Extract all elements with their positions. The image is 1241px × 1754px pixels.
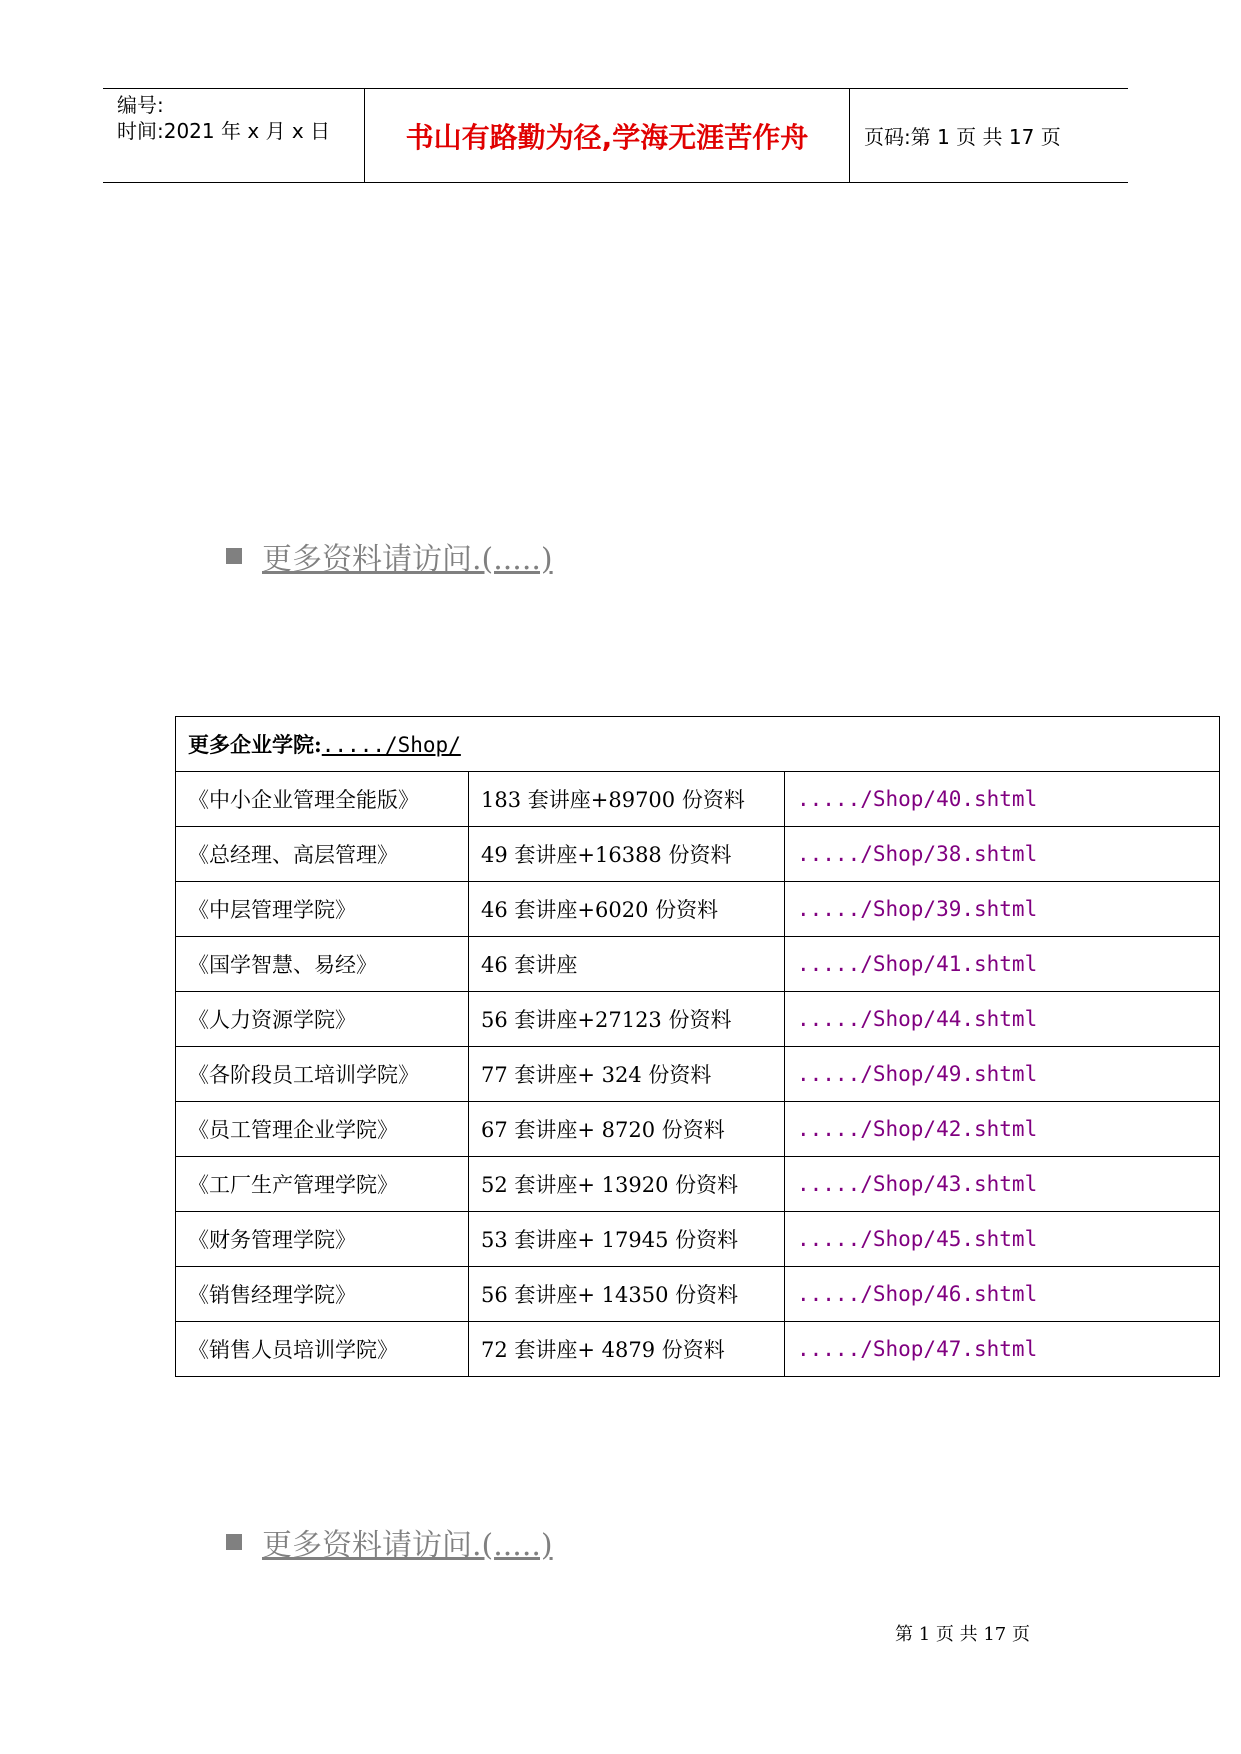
course-desc: 46 套讲座+6020 份资料 <box>469 882 785 937</box>
table-row <box>176 827 1220 882</box>
course-desc: 46 套讲座 <box>469 937 785 992</box>
course-desc: 49 套讲座+16388 份资料 <box>469 827 785 882</box>
bullet-square-icon <box>226 548 242 564</box>
course-link[interactable]: ...../Shop/44.shtml <box>797 1007 1038 1031</box>
course-desc: 56 套讲座+27123 份资料 <box>469 992 785 1047</box>
course-link[interactable]: ...../Shop/40.shtml <box>797 787 1038 811</box>
table-row <box>176 1047 1220 1102</box>
course-desc: 67 套讲座+ 8720 份资料 <box>469 1102 785 1157</box>
document-header <box>103 88 1128 183</box>
motto-text: 书山有路勤为径,学海无涯苦作舟 <box>405 120 809 154</box>
course-link[interactable]: ...../Shop/43.shtml <box>797 1172 1038 1196</box>
page-info: 页码:第 1 页 共 17 页 <box>864 125 1061 149</box>
course-name: 《工厂生产管理学院》 <box>176 1157 469 1212</box>
course-link[interactable]: ...../Shop/39.shtml <box>797 897 1038 921</box>
visit-banner-bottom <box>226 1520 553 1564</box>
course-link-cell <box>785 1047 1220 1102</box>
table-row <box>176 1102 1220 1157</box>
table-title-link[interactable]: ...../Shop/ <box>321 733 461 757</box>
visit-banner-top <box>226 534 553 578</box>
course-desc: 56 套讲座+ 14350 份资料 <box>469 1267 785 1322</box>
bullet-square-icon <box>226 1534 242 1550</box>
page-footer: 第 1 页 共 17 页 <box>895 1624 1030 1645</box>
course-link-cell <box>785 772 1220 827</box>
course-table <box>175 716 1220 1377</box>
course-desc: 77 套讲座+ 324 份资料 <box>469 1047 785 1102</box>
course-link[interactable]: ...../Shop/47.shtml <box>797 1337 1038 1361</box>
course-name: 《销售人员培训学院》 <box>176 1322 469 1377</box>
table-row <box>176 992 1220 1047</box>
course-link-cell <box>785 1157 1220 1212</box>
table-row <box>176 1157 1220 1212</box>
table-row <box>176 1212 1220 1267</box>
course-link[interactable]: ...../Shop/42.shtml <box>797 1117 1038 1141</box>
number-label: 编号: <box>117 93 164 117</box>
course-link[interactable]: ...../Shop/45.shtml <box>797 1227 1038 1251</box>
course-link-cell <box>785 827 1220 882</box>
table-row <box>176 1322 1220 1377</box>
course-link[interactable]: ...../Shop/46.shtml <box>797 1282 1038 1306</box>
table-title-text: 更多企业学院: <box>188 732 322 757</box>
course-link[interactable]: ...../Shop/49.shtml <box>797 1062 1038 1086</box>
course-name: 《财务管理学院》 <box>176 1212 469 1267</box>
table-row <box>176 1267 1220 1322</box>
table-title-cell <box>176 717 1220 772</box>
course-link-cell <box>785 1102 1220 1157</box>
header-page-cell <box>850 89 1128 182</box>
time-label: 时间:2021 年 x 月 x 日 <box>117 119 331 143</box>
course-link-cell <box>785 1212 1220 1267</box>
course-name: 《人力资源学院》 <box>176 992 469 1047</box>
course-desc: 53 套讲座+ 17945 份资料 <box>469 1212 785 1267</box>
course-name: 《各阶段员工培训学院》 <box>176 1047 469 1102</box>
course-link-cell <box>785 937 1220 992</box>
header-motto-cell <box>365 89 850 182</box>
course-desc: 52 套讲座+ 13920 份资料 <box>469 1157 785 1212</box>
course-name: 《销售经理学院》 <box>176 1267 469 1322</box>
table-row <box>176 882 1220 937</box>
course-link-cell <box>785 992 1220 1047</box>
course-desc: 183 套讲座+89700 份资料 <box>469 772 785 827</box>
visit-link-top[interactable]: 更多资料请访问.(.....) <box>262 542 553 577</box>
table-title-row <box>176 717 1220 772</box>
course-link[interactable]: ...../Shop/38.shtml <box>797 842 1038 866</box>
course-name: 《中层管理学院》 <box>176 882 469 937</box>
course-link[interactable]: ...../Shop/41.shtml <box>797 952 1038 976</box>
course-link-cell <box>785 1267 1220 1322</box>
visit-link-bottom[interactable]: 更多资料请访问.(.....) <box>262 1528 553 1563</box>
course-link-cell <box>785 1322 1220 1377</box>
table-row <box>176 772 1220 827</box>
course-name: 《国学智慧、易经》 <box>176 937 469 992</box>
course-name: 《中小企业管理全能版》 <box>176 772 469 827</box>
table-row <box>176 937 1220 992</box>
course-desc: 72 套讲座+ 4879 份资料 <box>469 1322 785 1377</box>
course-name: 《总经理、高层管理》 <box>176 827 469 882</box>
course-name: 《员工管理企业学院》 <box>176 1102 469 1157</box>
header-meta-cell <box>103 89 365 182</box>
course-link-cell <box>785 882 1220 937</box>
